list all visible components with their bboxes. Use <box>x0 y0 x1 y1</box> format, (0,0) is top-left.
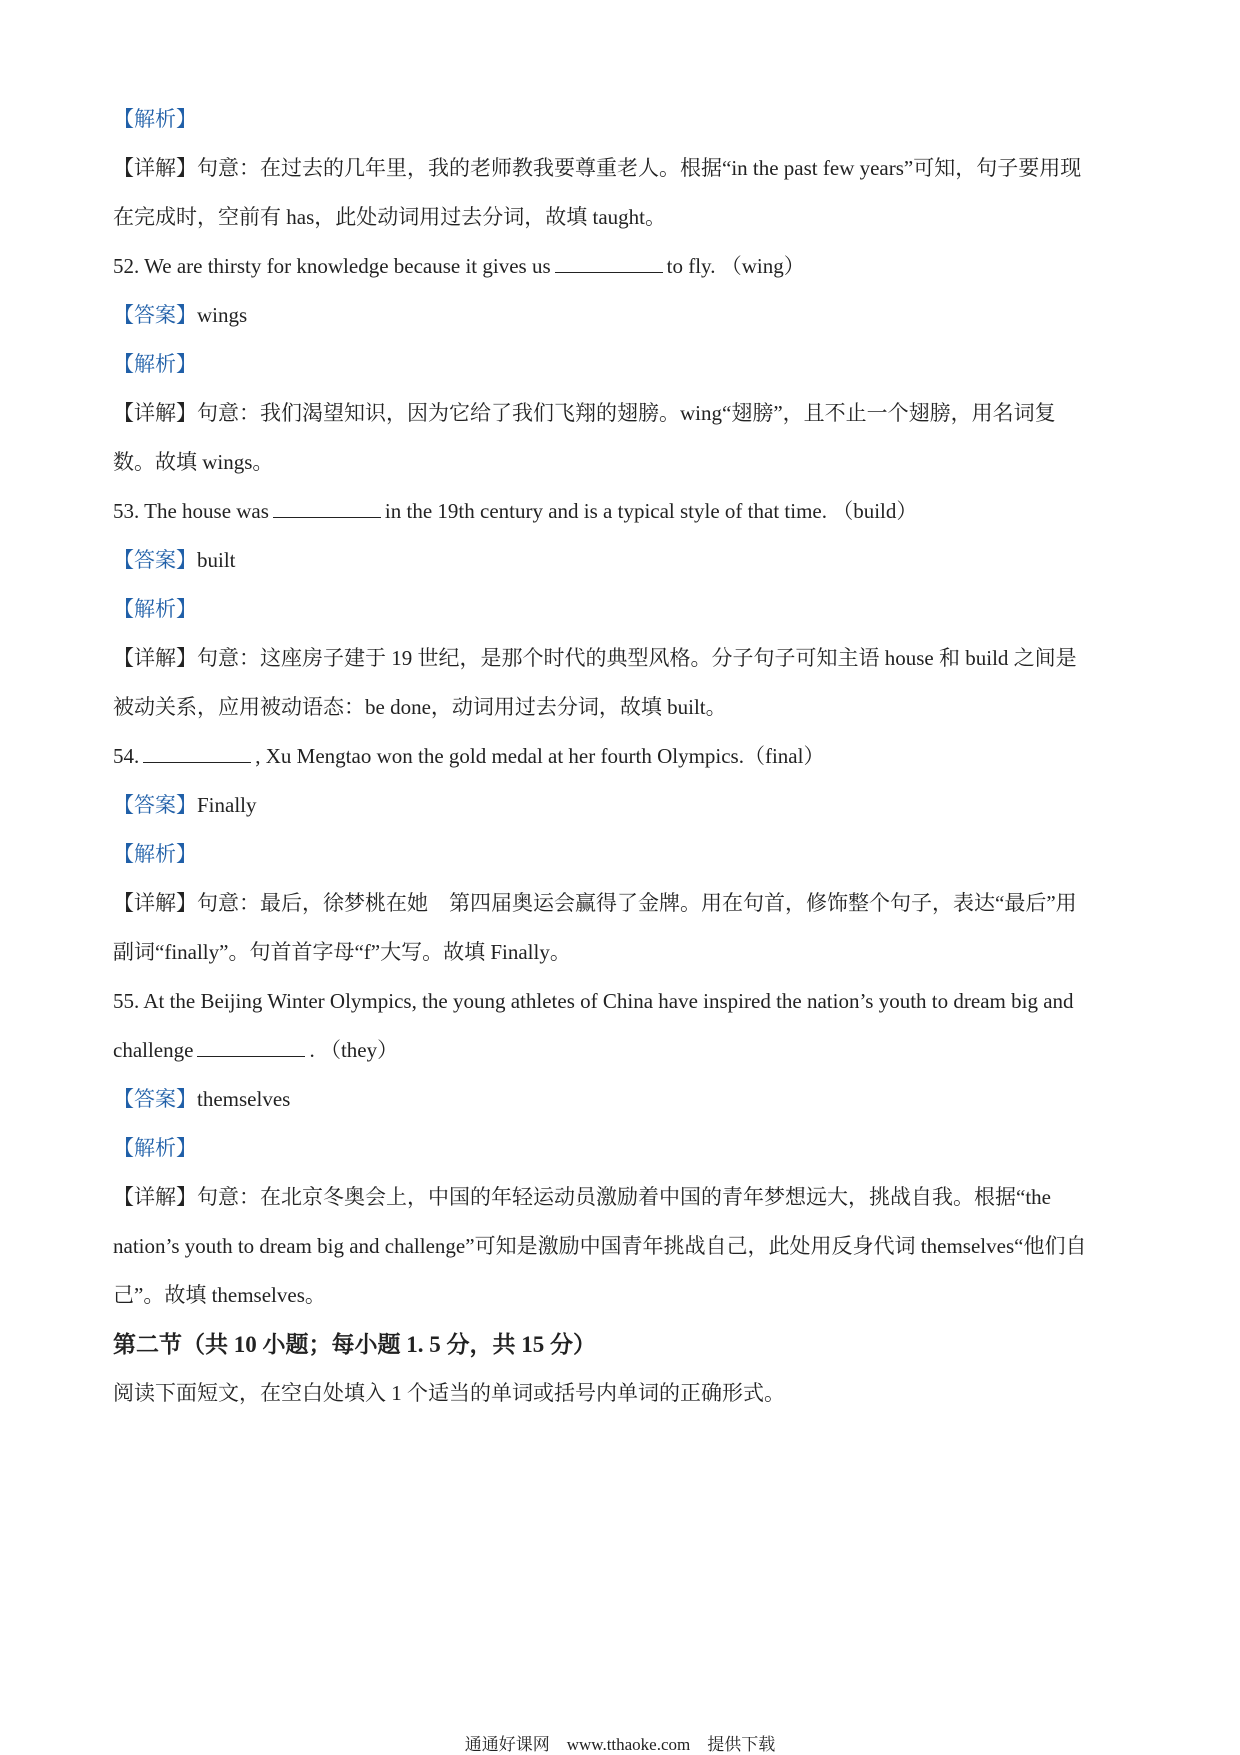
question-55-line2 <box>113 1026 1133 1075</box>
detail-tag: 【详解】 <box>113 401 197 425</box>
analysis-tag: 【解析】 <box>113 1136 197 1160</box>
analysis-label-55 <box>113 1124 1133 1173</box>
detail-tag: 【详解】 <box>113 891 197 915</box>
page-footer: 通通好课网 www.tthaoke.com 提供下载 <box>464 1735 776 1754</box>
answer-text: Finally <box>197 793 257 817</box>
question-52 <box>113 242 1133 291</box>
question-54 <box>113 732 1133 781</box>
answer-53 <box>113 536 1133 585</box>
answer-52 <box>113 291 1133 340</box>
detail-55-line3 <box>113 1271 1133 1320</box>
question-text: 53. The house was <box>113 499 269 523</box>
question-text: 52. We are thirsty for knowledge because it gives us <box>113 254 551 278</box>
answer-blank <box>273 499 381 518</box>
detail-text: nation’s youth to dream big and challenge”可知是激励中国青年挑战自己，此处用反身代词 themselves“他们自 <box>113 1234 1087 1258</box>
detail-text: 己”。故填 themselves。 <box>113 1283 326 1307</box>
answer-text: themselves <box>197 1087 291 1111</box>
question-53 <box>113 487 1133 536</box>
detail-tag: 【详解】 <box>113 156 197 180</box>
question-text: challenge <box>113 1038 194 1062</box>
detail-55-line2 <box>113 1222 1133 1271</box>
answer-55 <box>113 1075 1133 1124</box>
answer-54 <box>113 781 1133 830</box>
section-title: 第二节（共 10 小题；每小题 1. 5 分，共 15 分） <box>113 1332 596 1357</box>
detail-text: 句意：我们渴望知识，因为它给了我们飞翔的翅膀。wing“翅膀”，且不止一个翅膀，用名词复 <box>197 401 1056 425</box>
analysis-tag: 【解析】 <box>113 107 197 131</box>
answer-blank <box>143 744 251 763</box>
analysis-label-51 <box>113 95 1133 144</box>
detail-51-line2 <box>113 193 1133 242</box>
detail-52-line1 <box>113 389 1133 438</box>
question-55-line1 <box>113 977 1133 1026</box>
detail-54-line2 <box>113 928 1133 977</box>
answer-blank <box>555 254 663 273</box>
detail-54-line1 <box>113 879 1133 928</box>
document-page <box>113 95 1133 1418</box>
detail-text: 在完成时，空前有 has，此处动词用过去分词，故填 taught。 <box>113 205 666 229</box>
answer-blank <box>197 1038 305 1057</box>
answer-tag: 【答案】 <box>113 793 197 817</box>
answer-tag: 【答案】 <box>113 548 197 572</box>
detail-51-line1 <box>113 144 1133 193</box>
detail-53-line2 <box>113 683 1133 732</box>
detail-tag: 【详解】 <box>113 646 197 670</box>
detail-53-line1 <box>113 634 1133 683</box>
detail-text: 句意：在北京冬奥会上，中国的年轻运动员激励着中国的青年梦想远大，挑战自我。根据“the <box>197 1185 1051 1209</box>
analysis-tag: 【解析】 <box>113 597 197 621</box>
question-text: 54. <box>113 744 140 768</box>
detail-text: 被动关系，应用被动语态：be done，动词用过去分词，故填 built。 <box>113 695 727 719</box>
question-text: . （they） <box>309 1038 399 1062</box>
analysis-label-54 <box>113 830 1133 879</box>
answer-tag: 【答案】 <box>113 303 197 327</box>
analysis-label-53 <box>113 585 1133 634</box>
section-instruction: 阅读下面短文，在空白处填入 1 个适当的单词或括号内单词的正确形式。 <box>113 1381 785 1405</box>
answer-text: wings <box>197 303 248 327</box>
detail-tag: 【详解】 <box>113 1185 197 1209</box>
detail-text: 句意：最后，徐梦桃在她 第四届奥运会赢得了金牌。用在句首，修饰整个句子，表达“最后”用 <box>197 891 1077 915</box>
detail-52-line2 <box>113 438 1133 487</box>
detail-text: 数。故填 wings。 <box>113 450 274 474</box>
question-text: , Xu Mengtao won the gold medal at her fourth Olympics.（final） <box>255 744 825 768</box>
answer-tag: 【答案】 <box>113 1087 197 1111</box>
question-text: to fly. （wing） <box>666 254 805 278</box>
question-text: in the 19th century and is a typical style of that time. （build） <box>384 499 918 523</box>
detail-55-line1 <box>113 1173 1133 1222</box>
analysis-tag: 【解析】 <box>113 352 197 376</box>
question-text: 55. At the Beijing Winter Olympics, the young athletes of China have inspired the nation’s youth to dream big and <box>113 989 1074 1013</box>
analysis-tag: 【解析】 <box>113 842 197 866</box>
detail-text: 句意：这座房子建于 19 世纪，是那个时代的典型风格。分子句子可知主语 house 和 build 之间是 <box>197 646 1077 670</box>
detail-text: 句意：在过去的几年里，我的老师教我要尊重老人。根据“in the past few years”可知，句子要用现 <box>197 156 1082 180</box>
detail-text: 副词“finally”。句首首字母“f”大写。故填 Finally。 <box>113 940 571 964</box>
answer-text: built <box>197 548 236 572</box>
analysis-label-52 <box>113 340 1133 389</box>
